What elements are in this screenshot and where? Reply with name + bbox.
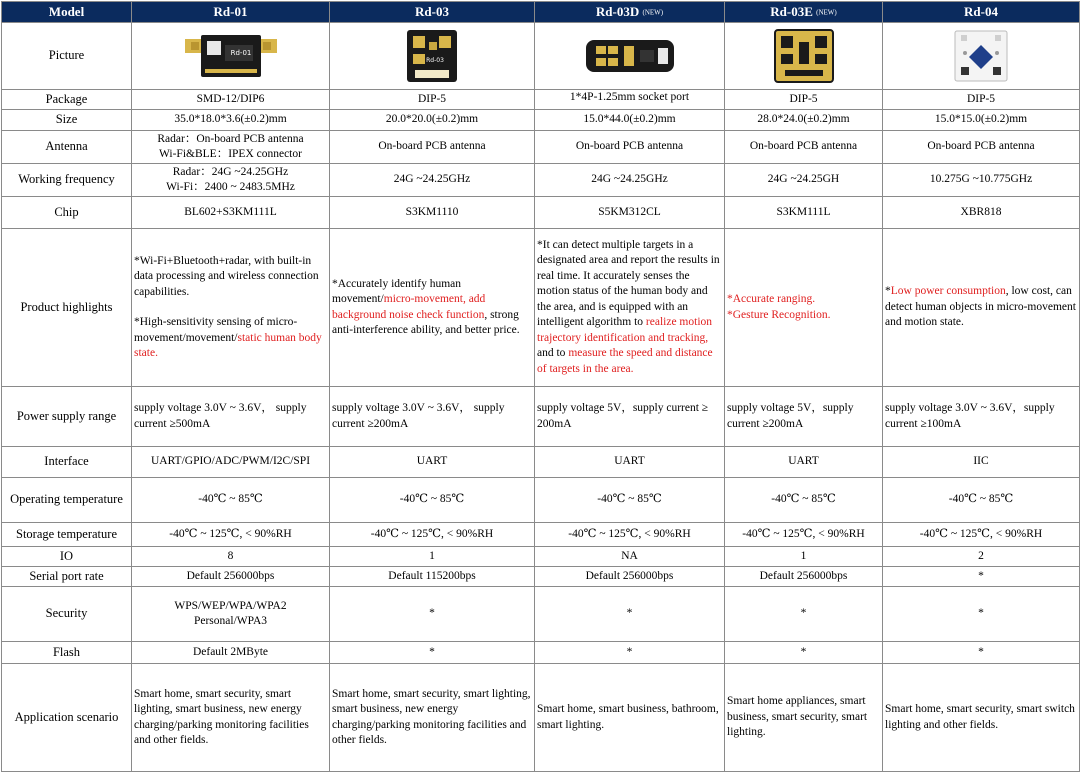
- frequency-rd01-radar: Radar：24G ~24.25GHz: [172, 165, 289, 178]
- st-temp-rd01: -40℃ ~ 125℃, < 90%RH: [132, 523, 330, 547]
- row-picture: [2, 23, 1080, 90]
- antenna-rd03d: On-board PCB antenna: [535, 131, 725, 164]
- st-temp-rd04: -40℃ ~ 125℃, < 90%RH: [883, 523, 1080, 547]
- power-rd03: supply voltage 3.0V ~ 3.6V， supply current ≥200mA: [330, 387, 535, 447]
- flash-rd04: *: [883, 642, 1080, 664]
- package-rd04: DIP-5: [883, 90, 1080, 110]
- row-op-temp: [2, 478, 1080, 523]
- application-rd03d: Smart home, smart business, bathroom, smart lighting.: [535, 664, 725, 772]
- application-rd03: Smart home, smart security, smart lighting, smart business, new energy charging/parking monitoring facilities and other fields.: [330, 664, 535, 772]
- io-rd04: 2: [883, 547, 1080, 567]
- size-rd04: 15.0*15.0(±0.2)mm: [883, 110, 1080, 131]
- size-rd01: 35.0*18.0*3.6(±0.2)mm: [132, 110, 330, 131]
- security-rd01-line2: Personal/WPA3: [193, 615, 268, 627]
- label-size: Size: [2, 110, 132, 131]
- row-chip: [2, 197, 1080, 229]
- antenna-rd01: [132, 131, 330, 164]
- op-temp-rd01: -40℃ ~ 85℃: [132, 478, 330, 523]
- rd03-module-image: [405, 28, 459, 84]
- op-temp-rd03e: -40℃ ~ 85℃: [725, 478, 883, 523]
- rd03-board-text: Rd-03: [426, 57, 444, 64]
- power-rd03d: supply voltage 5V，supply current ≥ 200mA: [535, 387, 725, 447]
- row-highlights: [2, 229, 1080, 387]
- st-temp-rd03e: -40℃ ~ 125℃, < 90%RH: [725, 523, 883, 547]
- interface-rd01: UART/GPIO/ADC/PWM/I2C/SPI: [132, 447, 330, 478]
- row-frequency: [2, 164, 1080, 197]
- highlights-rd03e: [725, 229, 883, 387]
- interface-rd04: IIC: [883, 447, 1080, 478]
- rd01-module-image: [185, 33, 277, 79]
- header-rd01: Rd-01: [132, 2, 330, 23]
- label-application: Application scenario: [2, 664, 132, 772]
- chip-rd03e: S3KM111L: [725, 197, 883, 229]
- highlights-rd03-text-c: , strong anti-interference ability, and better price.: [332, 308, 520, 336]
- highlights-rd03-red: micro-movement, add background noise check function: [332, 293, 486, 321]
- picture-rd04: [883, 23, 1080, 90]
- power-rd04: supply voltage 3.0V ~ 3.6V，supply current ≥100mA: [883, 387, 1080, 447]
- highlights-rd04-red: Low power consumption: [890, 285, 1006, 298]
- package-rd01: SMD-12/DIP6: [132, 90, 330, 110]
- op-temp-rd04: -40℃ ~ 85℃: [883, 478, 1080, 523]
- picture-rd03d: [535, 23, 725, 90]
- frequency-rd04: 10.275G ~10.775GHz: [883, 164, 1080, 197]
- io-rd01: 8: [132, 547, 330, 567]
- frequency-rd01: [132, 164, 330, 197]
- highlights-rd04: [883, 229, 1080, 387]
- label-chip: Chip: [2, 197, 132, 229]
- header-rd03: Rd-03: [330, 2, 535, 23]
- new-badge: (NEW): [816, 7, 837, 16]
- rd01-chip-text: Rd-01: [230, 49, 251, 57]
- highlights-rd04-text-a: *: [885, 285, 891, 298]
- highlights-rd03e-1: *Accurate ranging.: [727, 293, 816, 305]
- highlights-rd01-p1: *Wi-Fi+Bluetooth+radar, with built-in data processing and wireless connection capabilities.: [134, 254, 319, 298]
- application-rd04: Smart home, smart security, smart switch lighting and other fields.: [883, 664, 1080, 772]
- st-temp-rd03: -40℃ ~ 125℃, < 90%RH: [330, 523, 535, 547]
- row-flash: [2, 642, 1080, 664]
- antenna-rd03e: On-board PCB antenna: [725, 131, 883, 164]
- label-picture: Picture: [2, 23, 132, 90]
- package-rd03d: 1*4P-1.25mm socket port: [535, 90, 725, 110]
- interface-rd03: UART: [330, 447, 535, 478]
- spec-table: [1, 1, 1080, 772]
- highlights-rd01-p2-red: static human body state.: [134, 331, 322, 359]
- header-rd03d: [535, 2, 725, 23]
- label-op-temp: Operating temperature: [2, 478, 132, 523]
- serial-rd03e: Default 256000bps: [725, 567, 883, 587]
- row-power: [2, 387, 1080, 447]
- highlights-rd03d-text-c: and to: [537, 347, 569, 360]
- application-rd03e: Smart home appliances, smart business, smart security, smart lighting.: [725, 664, 883, 772]
- label-package: Package: [2, 90, 132, 110]
- highlights-rd01: [132, 229, 330, 387]
- power-rd03e: supply voltage 5V，supply current ≥200mA: [725, 387, 883, 447]
- header-rd03e-label: Rd-03E: [770, 3, 813, 19]
- highlights-rd03e-2: *Gesture Recognition.: [727, 308, 831, 321]
- rd03d-module-image: [584, 36, 676, 76]
- label-power: Power supply range: [2, 387, 132, 447]
- rd04-module-image: [951, 27, 1011, 85]
- package-rd03: DIP-5: [330, 90, 535, 110]
- size-rd03: 20.0*20.0(±0.2)mm: [330, 110, 535, 131]
- label-highlights: Product highlights: [2, 229, 132, 387]
- antenna-rd01-wifi: Wi-Fi&BLE：IPEX connector: [159, 148, 302, 160]
- picture-rd03e: [725, 23, 883, 90]
- size-rd03e: 28.0*24.0(±0.2)mm: [725, 110, 883, 131]
- serial-rd04: *: [883, 567, 1080, 587]
- label-st-temp: Storage temperature: [2, 523, 132, 547]
- security-rd04: *: [883, 587, 1080, 642]
- header-row: [2, 2, 1080, 23]
- serial-rd03: Default 115200bps: [330, 567, 535, 587]
- header-rd04: Rd-04: [883, 2, 1080, 23]
- security-rd03e: *: [725, 587, 883, 642]
- frequency-rd03: 24G ~24.25GHz: [330, 164, 535, 197]
- row-antenna: [2, 131, 1080, 164]
- security-rd01-line1: WPS/WEP/WPA/WPA2: [174, 599, 287, 612]
- chip-rd03: S3KM1110: [330, 197, 535, 229]
- label-interface: Interface: [2, 447, 132, 478]
- serial-rd03d: Default 256000bps: [535, 567, 725, 587]
- size-rd03d: 15.0*44.0(±0.2)mm: [535, 110, 725, 131]
- label-security: Security: [2, 587, 132, 642]
- op-temp-rd03: -40℃ ~ 85℃: [330, 478, 535, 523]
- row-serial: [2, 567, 1080, 587]
- application-rd01: Smart home, smart security, smart lighting, smart business, new energy charging/parking monitoring facilities and other fields.: [132, 664, 330, 772]
- highlights-rd01-p2-text: *High-sensitivity sensing of micro-movement/movement/: [134, 316, 298, 344]
- rd03e-module-image: [773, 28, 835, 84]
- highlights-rd03d-red-d: measure the speed and distance of targets in the area.: [537, 347, 713, 375]
- flash-rd03d: *: [535, 642, 725, 664]
- highlights-rd03d: [535, 229, 725, 387]
- security-rd03: *: [330, 587, 535, 642]
- label-serial: Serial port rate: [2, 567, 132, 587]
- row-st-temp: [2, 523, 1080, 547]
- label-antenna: Antenna: [2, 131, 132, 164]
- flash-rd03e: *: [725, 642, 883, 664]
- io-rd03d: NA: [535, 547, 725, 567]
- io-rd03e: 1: [725, 547, 883, 567]
- row-interface: [2, 447, 1080, 478]
- flash-rd03: *: [330, 642, 535, 664]
- header-rd03e: [725, 2, 883, 23]
- security-rd03d: *: [535, 587, 725, 642]
- new-badge: (NEW): [642, 7, 664, 16]
- interface-rd03d: UART: [535, 447, 725, 478]
- chip-rd04: XBR818: [883, 197, 1080, 229]
- header-model: Model: [2, 2, 132, 23]
- row-io: [2, 547, 1080, 567]
- st-temp-rd03d: -40℃ ~ 125℃, < 90%RH: [535, 523, 725, 547]
- picture-rd03: [330, 23, 535, 90]
- interface-rd03e: UART: [725, 447, 883, 478]
- flash-rd01: Default 2MByte: [132, 642, 330, 664]
- frequency-rd03e: 24G ~24.25GH: [725, 164, 883, 197]
- label-io: IO: [2, 547, 132, 567]
- highlights-rd03d-red-b: realize motion trajectory identification and tracking,: [537, 316, 713, 344]
- row-application: [2, 664, 1080, 772]
- row-security: [2, 587, 1080, 642]
- highlights-rd03-text-a: *Accurately identify human movement/: [332, 277, 462, 305]
- frequency-rd03d: 24G ~24.25GHz: [535, 164, 725, 197]
- highlights-rd04-text-c: , low cost, can detect human objects in micro-movement and motion state.: [885, 285, 1076, 329]
- op-temp-rd03d: -40℃ ~ 85℃: [535, 478, 725, 523]
- highlights-rd03d-text-a: *It can detect multiple targets in a designated area and report the results in real time. It accurately senses the motion status of the human body and the area, and is equipped with an intelligent algorithm to: [537, 238, 720, 329]
- antenna-rd01-radar: Radar：On-board PCB antenna: [157, 132, 304, 145]
- io-rd03: 1: [330, 547, 535, 567]
- highlights-rd01-p2: [134, 315, 327, 362]
- row-package: [2, 90, 1080, 110]
- picture-rd01: [132, 23, 330, 90]
- chip-rd01: BL602+S3KM111L: [132, 197, 330, 229]
- row-size: [2, 110, 1080, 131]
- serial-rd01: Default 256000bps: [132, 567, 330, 587]
- highlights-rd03: [330, 229, 535, 387]
- label-flash: Flash: [2, 642, 132, 664]
- chip-rd03d: S5KM312CL: [535, 197, 725, 229]
- power-rd01: supply voltage 3.0V ~ 3.6V， supply current ≥500mA: [132, 387, 330, 447]
- header-rd03d-label: Rd-03D: [595, 3, 640, 19]
- label-frequency: Working frequency: [2, 164, 132, 197]
- frequency-rd01-wifi: Wi-Fi：2400 ~ 2483.5MHz: [166, 181, 295, 193]
- antenna-rd03: On-board PCB antenna: [330, 131, 535, 164]
- package-rd03e: DIP-5: [725, 90, 883, 110]
- antenna-rd04: On-board PCB antenna: [883, 131, 1080, 164]
- security-rd01: [132, 587, 330, 642]
